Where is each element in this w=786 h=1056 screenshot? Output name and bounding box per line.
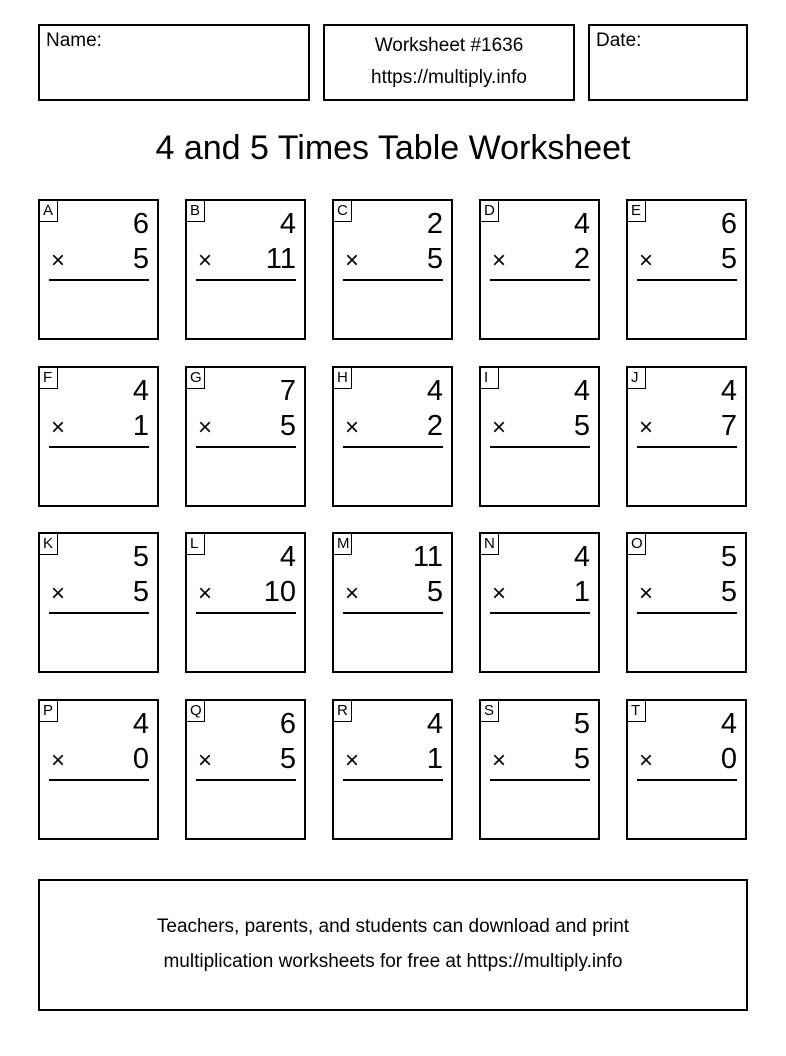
times-icon: × <box>639 580 654 607</box>
problem-letter: R <box>333 700 352 722</box>
answer-line[interactable] <box>637 612 737 614</box>
problem-card <box>332 366 453 507</box>
times-icon: × <box>492 580 507 607</box>
answer-line[interactable] <box>196 279 296 281</box>
answer-line[interactable] <box>490 446 590 448</box>
problem-card <box>479 532 600 673</box>
footer-line-1: Teachers, parents, and students can download and print <box>156 916 630 937</box>
multiplier: 11 <box>265 243 296 275</box>
answer-line[interactable] <box>343 279 443 281</box>
date-label: Date: <box>596 30 642 51</box>
multiplicand: 5 <box>720 541 737 573</box>
problem-letter: S <box>480 700 499 722</box>
answer-line[interactable] <box>490 279 590 281</box>
answer-line[interactable] <box>490 779 590 781</box>
answer-line[interactable] <box>637 446 737 448</box>
problem-card <box>38 199 159 340</box>
problem-card <box>38 699 159 840</box>
problem-letter: L <box>186 533 205 555</box>
multiplier: 5 <box>720 243 737 275</box>
multiplicand: 6 <box>132 208 149 240</box>
problem-card <box>479 199 600 340</box>
multiplicand: 7 <box>279 375 296 407</box>
answer-line[interactable] <box>49 779 149 781</box>
multiplicand: 4 <box>720 375 737 407</box>
multiplicand: 4 <box>279 541 296 573</box>
worksheet-title: 4 and 5 Times Table Worksheet <box>155 129 631 167</box>
problem-card <box>38 366 159 507</box>
times-icon: × <box>639 414 654 441</box>
problem-card <box>332 699 453 840</box>
answer-line[interactable] <box>196 446 296 448</box>
multiplier: 5 <box>132 576 149 608</box>
answer-line[interactable] <box>196 612 296 614</box>
problem-card <box>332 199 453 340</box>
problem-letter: H <box>333 367 352 389</box>
footer-line-2: multiplication worksheets for free at https://multiply.info <box>163 951 623 972</box>
answer-line[interactable] <box>49 279 149 281</box>
multiplicand: 11 <box>412 541 443 573</box>
multiplier: 7 <box>720 410 737 442</box>
problem-card <box>185 532 306 673</box>
problem-letter: M <box>333 533 352 555</box>
multiplier: 1 <box>573 576 590 608</box>
multiplicand: 2 <box>426 208 443 240</box>
problem-card <box>626 532 747 673</box>
problem-card <box>38 532 159 673</box>
multiplier: 2 <box>573 243 590 275</box>
answer-line[interactable] <box>637 279 737 281</box>
multiplicand: 4 <box>132 708 149 740</box>
times-icon: × <box>492 414 507 441</box>
multiplicand: 4 <box>279 208 296 240</box>
problem-letter: E <box>627 200 646 222</box>
times-icon: × <box>198 247 213 274</box>
problem-letter: C <box>333 200 352 222</box>
multiplier: 5 <box>279 410 296 442</box>
problem-letter: N <box>480 533 499 555</box>
times-icon: × <box>345 247 360 274</box>
problem-letter: P <box>39 700 58 722</box>
multiplier: 5 <box>573 410 590 442</box>
problem-card <box>626 199 747 340</box>
problem-letter: Q <box>186 700 205 722</box>
multiplicand: 5 <box>132 541 149 573</box>
answer-line[interactable] <box>196 779 296 781</box>
problem-letter: O <box>627 533 646 555</box>
answer-line[interactable] <box>343 779 443 781</box>
multiplier: 5 <box>426 576 443 608</box>
problem-card <box>626 366 747 507</box>
times-icon: × <box>51 747 66 774</box>
times-icon: × <box>639 747 654 774</box>
multiplier: 0 <box>132 743 149 775</box>
problem-letter: B <box>186 200 205 222</box>
times-icon: × <box>492 247 507 274</box>
times-icon: × <box>198 580 213 607</box>
multiplier: 10 <box>263 576 296 608</box>
times-icon: × <box>492 747 507 774</box>
multiplier: 5 <box>279 743 296 775</box>
multiplicand: 4 <box>720 708 737 740</box>
answer-line[interactable] <box>490 612 590 614</box>
problem-letter: G <box>186 367 205 389</box>
multiplicand: 6 <box>720 208 737 240</box>
footer-box <box>38 879 748 1011</box>
multiplicand: 4 <box>426 708 443 740</box>
answer-line[interactable] <box>637 779 737 781</box>
multiplier: 5 <box>426 243 443 275</box>
times-icon: × <box>345 414 360 441</box>
times-icon: × <box>51 247 66 274</box>
problem-letter: K <box>39 533 58 555</box>
multiplicand: 4 <box>573 375 590 407</box>
worksheet-url: https://multiply.info <box>371 67 527 88</box>
multiplier: 5 <box>132 243 149 275</box>
multiplicand: 6 <box>279 708 296 740</box>
multiplicand: 4 <box>132 375 149 407</box>
problem-card <box>479 699 600 840</box>
times-icon: × <box>345 747 360 774</box>
times-icon: × <box>51 414 66 441</box>
multiplicand: 4 <box>573 208 590 240</box>
multiplier: 5 <box>573 743 590 775</box>
times-icon: × <box>198 747 213 774</box>
problem-letter: A <box>39 200 58 222</box>
problem-card <box>626 699 747 840</box>
problem-card <box>185 699 306 840</box>
answer-line[interactable] <box>49 446 149 448</box>
problem-letter: T <box>627 700 646 722</box>
times-icon: × <box>639 247 654 274</box>
multiplicand: 4 <box>573 541 590 573</box>
answer-line[interactable] <box>343 612 443 614</box>
multiplicand: 4 <box>426 375 443 407</box>
problem-card <box>332 532 453 673</box>
problem-letter: D <box>480 200 499 222</box>
answer-line[interactable] <box>49 612 149 614</box>
problem-letter: I <box>480 367 499 389</box>
multiplier: 5 <box>720 576 737 608</box>
multiplier: 1 <box>132 410 149 442</box>
times-icon: × <box>51 580 66 607</box>
multiplier: 2 <box>426 410 443 442</box>
worksheet-number: Worksheet #1636 <box>374 35 524 56</box>
problem-card <box>185 199 306 340</box>
name-label: Name: <box>46 30 102 51</box>
times-icon: × <box>345 580 360 607</box>
times-icon: × <box>198 414 213 441</box>
problem-card <box>479 366 600 507</box>
problem-letter: J <box>627 367 646 389</box>
problem-letter: F <box>39 367 58 389</box>
problem-card <box>185 366 306 507</box>
multiplier: 1 <box>426 743 443 775</box>
multiplier: 0 <box>720 743 737 775</box>
multiplicand: 5 <box>573 708 590 740</box>
answer-line[interactable] <box>343 446 443 448</box>
